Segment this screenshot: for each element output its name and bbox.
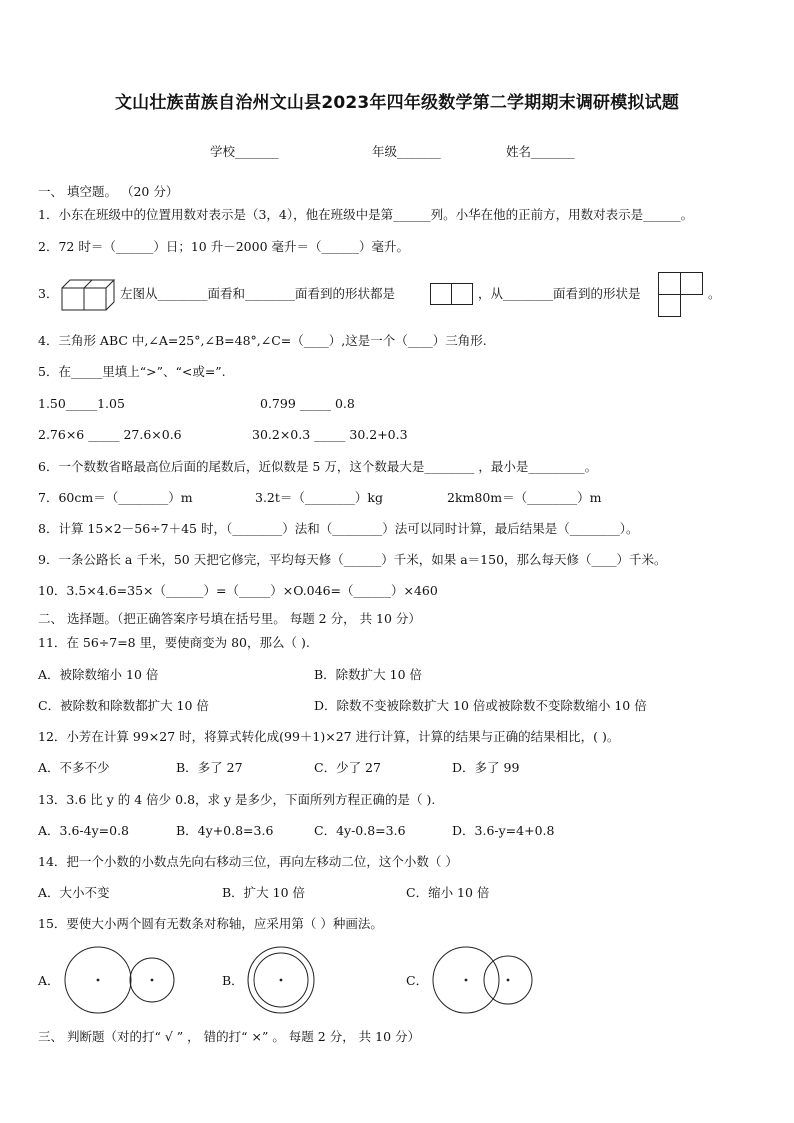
question-15: 15．要使大小两个圆有无数条对称轴，应采用第（ ）种画法。	[38, 916, 383, 931]
question-15-option-b: B．	[222, 973, 244, 988]
question-5: 5．在_____里填上“>”、“<或=”.	[38, 364, 226, 379]
question-1: 1．小东在班级中的位置用数对表示是（3，4），他在班级中是第______列。小华在他的正前方，用数对表示是______。	[38, 207, 694, 222]
question-13-option-b: B．4y+0.8=3.6	[176, 823, 274, 838]
question-5-row2-right: 30.2×0.3 _____ 30.2+0.3	[252, 427, 408, 442]
cube-stack-figure	[60, 278, 120, 312]
question-3-text-c: 。	[708, 286, 721, 301]
question-11: 11．在 56÷7=8 里，要使商变为 80，那么（ ).	[38, 635, 310, 650]
question-14-option-a: A．大小不变	[38, 885, 110, 900]
page-title: 文山壮族苗族自治州文山县2023年四年级数学第二学期期末调研模拟试题	[114, 93, 680, 113]
grade-field: 年级_______	[372, 144, 441, 159]
question-13: 13．3.6 比 y 的 4 倍少 0.8，求 y 是多少，下面所列方程正确的是（ ).	[38, 792, 436, 807]
question-15-option-c: C．	[406, 973, 429, 988]
question-5-row1-left: 1.50_____1.05	[38, 396, 125, 411]
question-12-option-d: D．多了 99	[452, 760, 520, 775]
question-7b: 3.2t＝（________）kg	[255, 490, 383, 505]
two-squares-shape	[430, 283, 474, 305]
question-12-option-b: B．多了 27	[176, 760, 243, 775]
question-8: 8．计算 15×2－56÷7＋45 时，（________）法和（________）法可以同时计算，最后结果是（________）。	[38, 521, 639, 536]
question-7a: 7．60cm＝（________）m	[38, 490, 193, 505]
question-13-option-a: A．3.6-4y=0.8	[38, 823, 129, 838]
question-10: 10．3.5×4.6=35×（______）=（_____）×O.046=（______）×460	[38, 583, 438, 598]
question-11-option-d: D．除数不变被除数扩大 10 倍或被除数不变除数缩小 10 倍	[314, 698, 647, 713]
question-3-number: 3．	[38, 286, 59, 301]
l-shape-figure	[658, 272, 704, 318]
question-11-option-b: B．除数扩大 10 倍	[314, 667, 423, 682]
question-13-option-c: C．4y-0.8=3.6	[314, 823, 406, 838]
circles-option-c	[432, 946, 534, 1014]
question-12: 12．小芳在计算 99×27 时，将算式转化成(99＋1)×27 进行计算，计算的结果与正确的结果相比，( )。	[38, 729, 620, 744]
section-3-heading: 三、 判断题（对的打“ √ ” ， 错的打“ ×” 。 每题 2 分， 共 10 分）	[38, 1029, 421, 1044]
name-field: 姓名_______	[506, 144, 575, 159]
question-7c: 2km80m＝（________）m	[447, 490, 602, 505]
circles-option-a	[64, 946, 176, 1014]
question-14-option-c: C．缩小 10 倍	[406, 885, 490, 900]
question-14: 14．把一个小数的小数点先向右移动三位，再向左移动二位，这个小数（ ）	[38, 854, 458, 869]
section-1-heading: 一、 填空题。 （20 分）	[38, 184, 179, 199]
question-9: 9．一条公路长 a 千米，50 天把它修完，平均每天修（______）千米，如果 a＝150，那么每天修（____）千米。	[38, 552, 667, 567]
question-12-option-a: A．不多不少	[38, 760, 110, 775]
section-2-heading: 二、 选择题。（把正确答案序号填在括号里。 每题 2 分， 共 10 分）	[38, 611, 421, 626]
question-5-row2-left: 2.76×6 _____ 27.6×0.6	[38, 427, 182, 442]
question-3-text-a: 左图从________面看和________面看到的形状都是	[120, 286, 396, 301]
question-11-option-a: A．被除数缩小 10 倍	[38, 667, 159, 682]
question-3-text-b: ，从________面看到的形状是	[478, 286, 641, 301]
question-2: 2．72 时＝（______）日；10 升－2000 毫升＝（______）毫升。	[38, 239, 409, 254]
question-11-option-c: C．被除数和除数都扩大 10 倍	[38, 698, 209, 713]
question-6: 6．一个数数省略最高位后面的尾数后，近似数是 5 万，这个数最大是________ ，最小是_________。	[38, 459, 598, 474]
question-15-option-a: A．	[38, 973, 60, 988]
question-13-option-d: D．3.6-y=4+0.8	[452, 823, 555, 838]
circles-option-b	[247, 946, 315, 1014]
question-14-option-b: B．扩大 10 倍	[222, 885, 306, 900]
school-field: 学校_______	[210, 144, 279, 159]
question-5-row1-right: 0.799 _____ 0.8	[260, 396, 355, 411]
question-12-option-c: C．少了 27	[314, 760, 381, 775]
question-4: 4．三角形 ABC 中,∠A=25°,∠B=48°,∠C=（____）,这是一个（____）三角形.	[38, 333, 487, 348]
